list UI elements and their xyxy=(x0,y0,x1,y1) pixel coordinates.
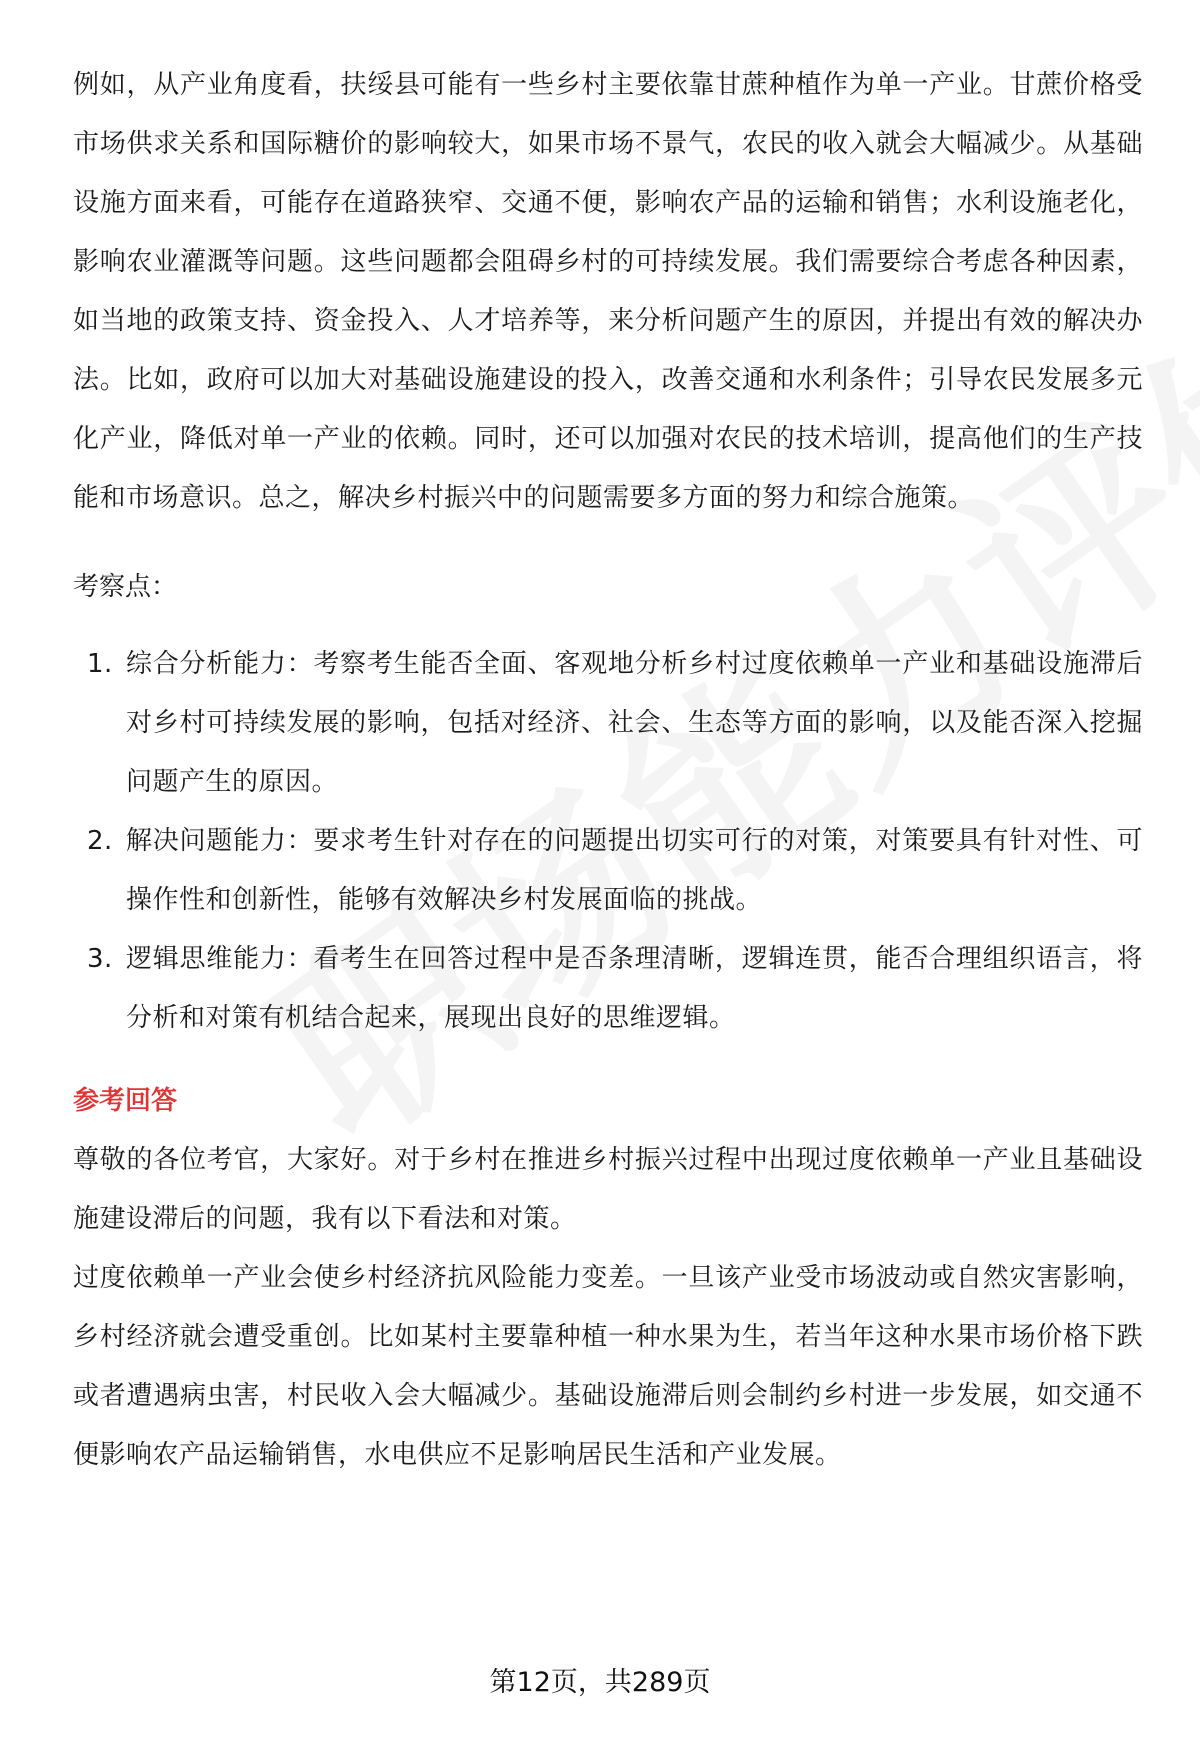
list-item xyxy=(73,635,1143,812)
exam-points-list xyxy=(73,635,1143,1048)
list-number: 2. xyxy=(87,826,113,856)
document-body xyxy=(73,56,1143,1485)
reference-answer-heading: 参考回答 xyxy=(73,1086,178,1116)
list-text: 综合分析能力：考察考生能否全面、客观地分析乡村过度依赖单一产业和基础设施滞后对乡村可持续发展的影响，包括对经济、社会、生态等方面的影响，以及能否深入挖掘问题产生的原因。 xyxy=(126,649,1143,797)
paragraph-analysis: 例如，从产业角度看，扶绥县可能有一些乡村主要依靠甘蔗种植作为单一产业。甘蔗价格受市场供求关系和国际糖价的影响较大，如果市场不景气，农民的收入就会大幅减少。从基础设施方面来看，可能存在道路狭窄、交通不便，影响农产品的运输和销售；水利设施老化，影响农业灌溉等问题。这些问题都会阻碍乡村的可持续发展。我们需要综合考虑各种因素，如当地的政策支持、资金投入、人才培养等，来分析问题产生的原因，并提出有效的解决办法。比如，政府可以加大对基础设施建设的投入，改善交通和水利条件；引导农民发展多元化产业，降低对单一产业的依赖。同时，还可以加强对农民的技术培训，提高他们的生产技能和市场意识。总之，解决乡村振兴中的问题需要多方面的努力和综合施策。 xyxy=(73,70,1143,513)
paragraph-greeting: 尊敬的各位考官，大家好。对于乡村在推进乡村振兴过程中出现过度依赖单一产业且基础设施建设滞后的问题，我有以下看法和对策。 xyxy=(73,1145,1143,1234)
paragraph-reference: 过度依赖单一产业会使乡村经济抗风险能力变差。一旦该产业受市场波动或自然灾害影响，乡村经济就会遭受重创。比如某村主要靠种植一种水果为生，若当年这种水果市场价格下跌或者遭遇病虫害，村民收入会大幅减少。基础设施滞后则会制约乡村进一步发展，如交通不便影响农产品运输销售，水电供应不足影响居民生活和产业发展。 xyxy=(73,1263,1143,1470)
list-number: 3. xyxy=(87,944,113,974)
list-text: 解决问题能力：要求考生针对存在的问题提出切实可行的对策，对策要具有针对性、可操作性和创新性，能够有效解决乡村发展面临的挑战。 xyxy=(126,826,1143,915)
page-footer: 第12页，共289页 xyxy=(489,1667,711,1698)
list-item xyxy=(73,930,1143,1048)
list-number: 1. xyxy=(87,649,113,679)
list-item xyxy=(73,812,1143,930)
exam-points-label: 考察点： xyxy=(73,572,178,602)
list-text: 逻辑思维能力：看考生在回答过程中是否条理清晰，逻辑连贯，能否合理组织语言，将分析和对策有机结合起来，展现出良好的思维逻辑。 xyxy=(126,944,1143,1033)
